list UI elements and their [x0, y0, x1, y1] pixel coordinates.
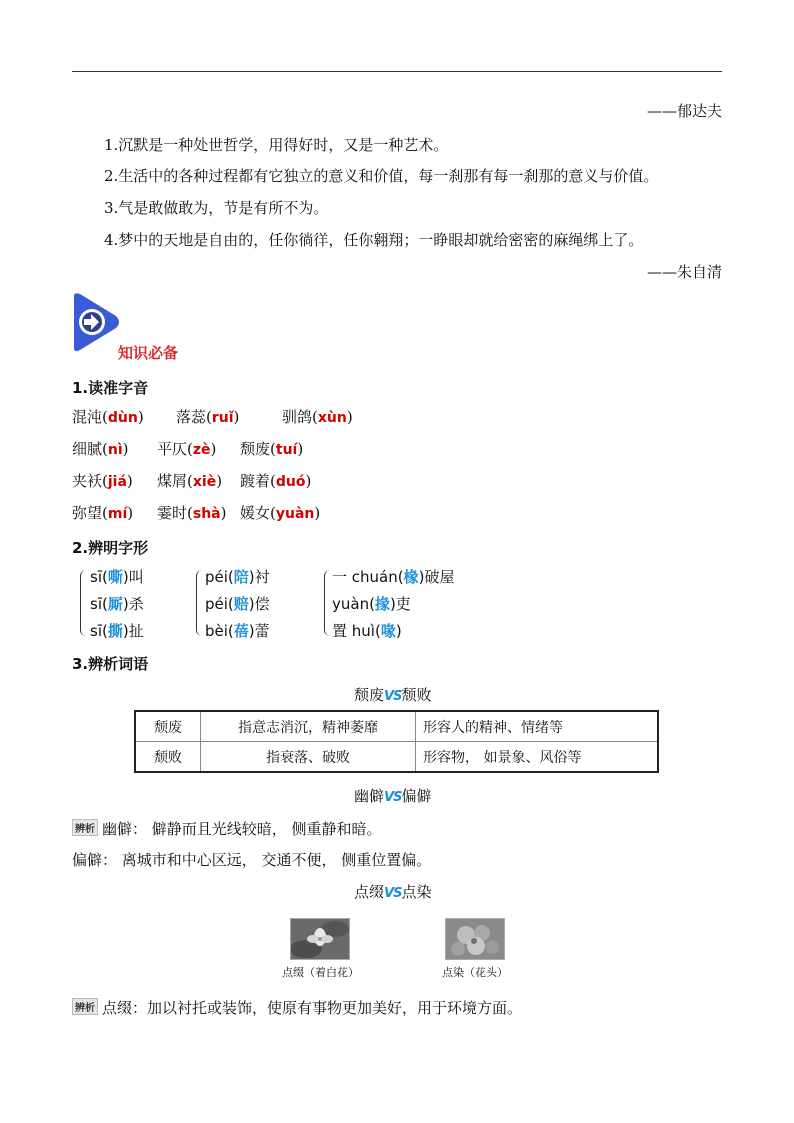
glyph-item: péi(陪)衬	[205, 568, 270, 586]
pron-item: 煤屑(xiè)	[157, 472, 223, 490]
brace	[196, 570, 205, 636]
quote-line: 4.梦中的天地是自由的，任你徜徉，任你翱翔；一睁眼却就给密密的麻绳绑上了。	[104, 231, 644, 249]
glyph-item: bèi(蓓)蕾	[205, 622, 270, 640]
quote-line: 1.沉默是一种处世哲学，用得好时，又是一种艺术。	[104, 136, 449, 154]
pron-item: 颓废(tuí)	[240, 440, 304, 458]
pron-item: 媛女(yuàn)	[240, 504, 321, 522]
table-cell: 指意志消沉，精神萎靡	[201, 711, 416, 742]
top-rule	[72, 71, 722, 72]
quote-attribution-2: ——朱自清	[646, 263, 722, 281]
glyph-item: 一 chuán(椽)破屋	[332, 568, 455, 586]
pron-item: 弥望(mí)	[72, 504, 134, 522]
pron-item: 踱着(duó)	[240, 472, 312, 490]
analysis-badge: 辨析	[72, 819, 98, 836]
table-cell: 形容人的精神、情绪等	[416, 711, 659, 742]
glyph-item: péi(赔)偿	[205, 595, 270, 613]
word-pair-title: 颓废VS颓败	[354, 686, 432, 704]
quote-line: 2.生活中的各种过程都有它独立的意义和价值，每一刹那有每一刹那的意义与价值。	[104, 167, 659, 185]
pron-item: 落蕊(ruǐ)	[176, 408, 240, 426]
pron-item: 霎时(shà)	[157, 504, 227, 522]
table-cell: 颓败	[135, 742, 201, 773]
word-pair-title: 幽僻VS偏僻	[354, 787, 432, 805]
quote-attribution-1: ——郁达夫	[646, 102, 722, 120]
table-cell: 形容物， 如景象、风俗等	[416, 742, 659, 773]
section-title: 知识必备	[118, 344, 179, 362]
glyph-item: 置 huì(喙)	[332, 622, 402, 640]
analysis-badge: 辨析	[72, 998, 98, 1015]
glyph-item: sī(嘶)叫	[90, 568, 144, 586]
glyph-item: yuàn(掾)吏	[332, 595, 411, 613]
brace	[80, 570, 89, 636]
analysis-note: 偏僻： 离城市和中心区远， 交通不便， 侧重位置偏。	[72, 851, 432, 869]
analysis-note: 辨析 幽僻： 僻静而且光线较暗， 侧重静和暗。	[72, 818, 382, 839]
comparison-table	[134, 710, 659, 773]
photo-caption: 点染（花头）	[442, 966, 508, 979]
word-pair-title: 点缀VS点染	[354, 883, 432, 901]
pron-item: 夹袄(jiá)	[72, 472, 133, 490]
table-cell: 指衰落、破败	[201, 742, 416, 773]
glyphs-heading: 2.辨明字形	[72, 539, 149, 557]
table-row	[135, 711, 658, 742]
pron-item: 混沌(dùn)	[72, 408, 144, 426]
pron-item: 细腻(nì)	[72, 440, 129, 458]
pronunciation-heading: 1.读准字音	[72, 379, 149, 397]
pron-item: 平仄(zè)	[157, 440, 217, 458]
glyph-item: sī(撕)扯	[90, 622, 144, 640]
pron-item: 驯鸽(xùn)	[282, 408, 353, 426]
analysis-note: 辨析 点缀：加以衬托或装饰，使原有事物更加美好，用于环境方面。	[72, 997, 522, 1018]
table-cell: 颓废	[135, 711, 201, 742]
arrow-right-icon	[72, 292, 122, 354]
glyph-item: sī(厮)杀	[90, 595, 144, 613]
flower-photo	[445, 918, 505, 960]
words-heading: 3.辨析词语	[72, 655, 149, 673]
flower-photo	[290, 918, 350, 960]
quote-line: 3.气是敢做敢为，节是有所不为。	[104, 199, 329, 217]
photo-caption: 点缀（着白花）	[282, 966, 359, 979]
table-row	[135, 742, 658, 773]
